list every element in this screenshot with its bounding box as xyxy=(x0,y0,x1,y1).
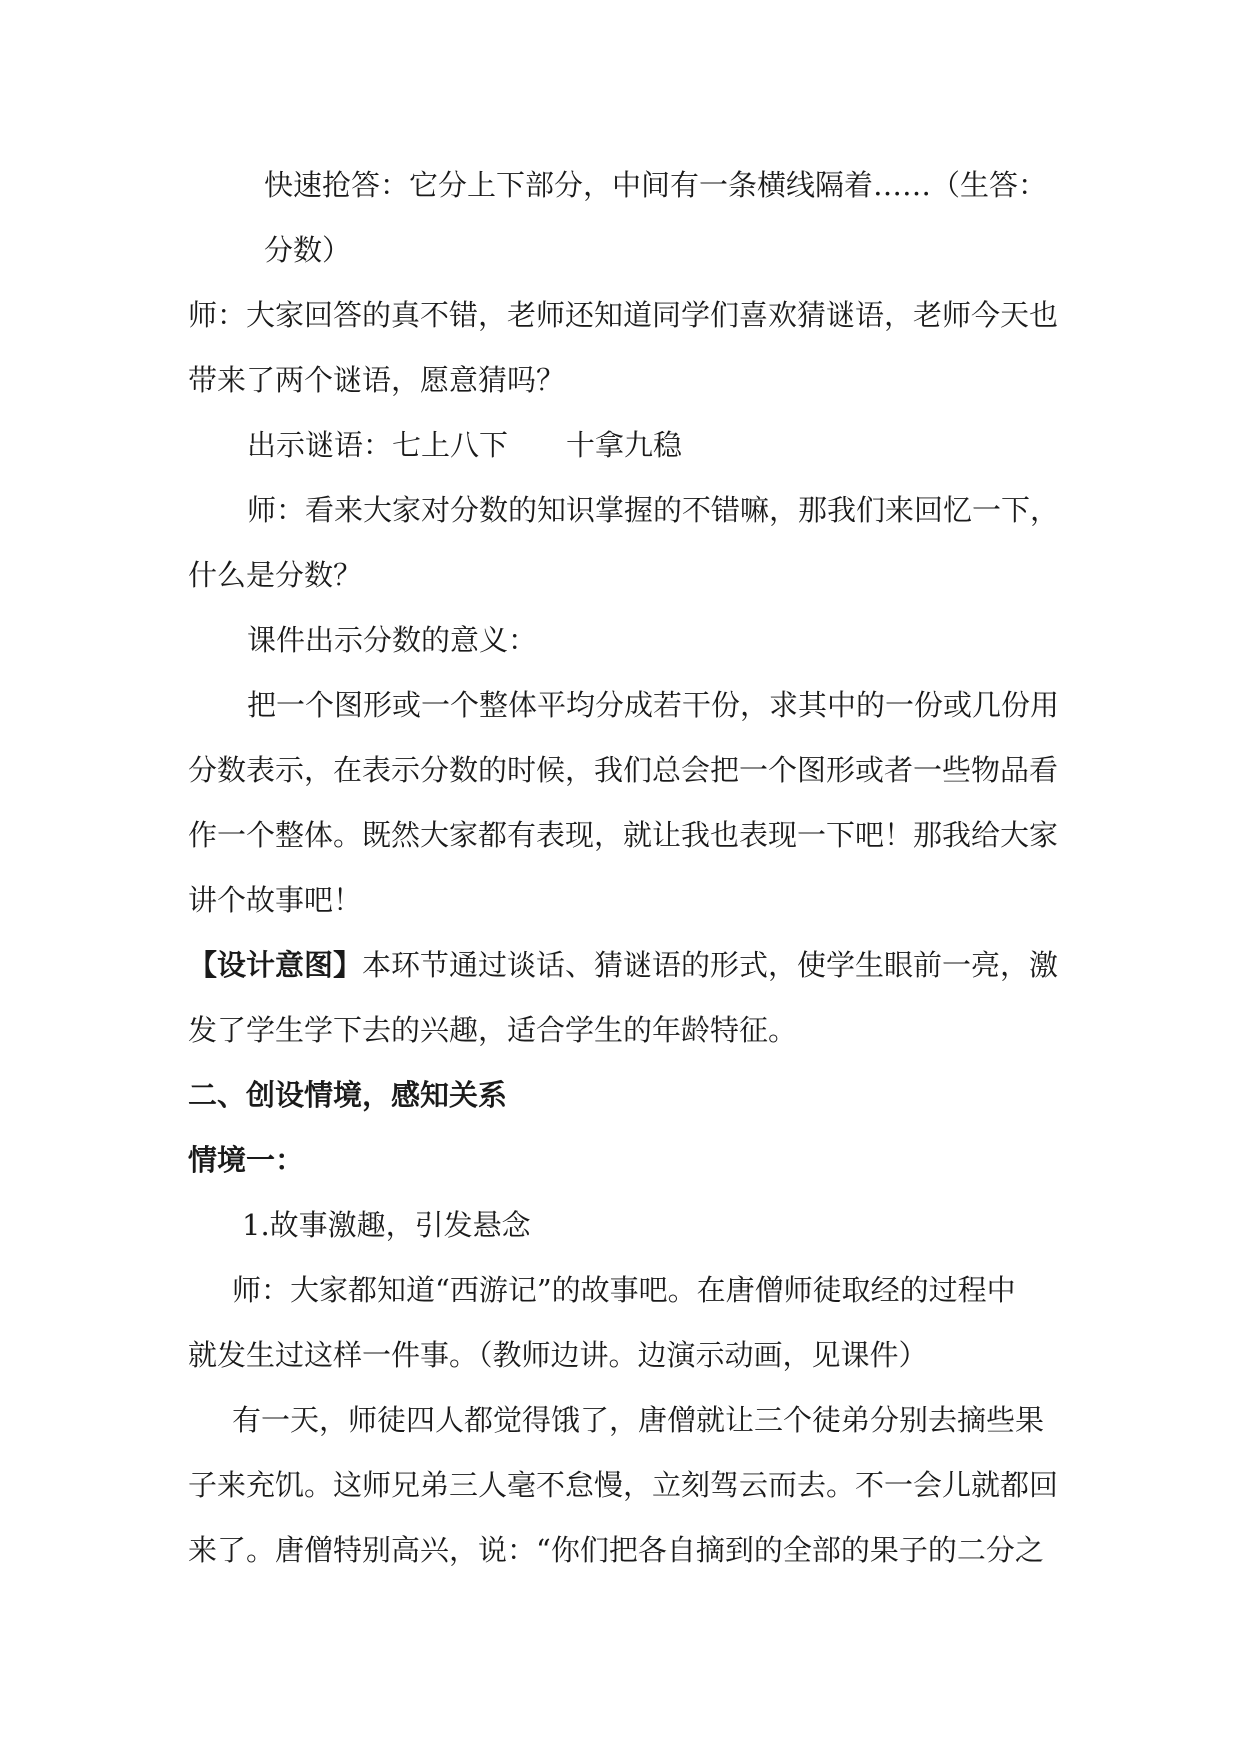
section-heading: 二、创设情境，感知关系 xyxy=(188,1078,508,1112)
paragraph-line: 作一个整体。既然大家都有表现，就让我也表现一下吧！那我给大家 xyxy=(188,818,1059,852)
paragraph-line: 子来充饥。这师兄弟三人毫不怠慢，立刻驾云而去。不一会儿就都回 xyxy=(188,1468,1059,1502)
paragraph-line: 就发生过这样一件事。（教师边讲。边演示动画，见课件） xyxy=(188,1338,928,1372)
paragraph-line: 师：看来大家对分数的知识掌握的不错嘛，那我们来回忆一下， xyxy=(247,493,1060,527)
paragraph-line: 师：大家都知道“西游记”的故事吧。在唐僧师徒取经的过程中 xyxy=(232,1273,1016,1307)
paragraph-line: 分数表示，在表示分数的时候，我们总会把一个图形或者一些物品看 xyxy=(188,753,1059,787)
paragraph-line: 发了学生学下去的兴趣，适合学生的年龄特征。 xyxy=(188,1013,798,1047)
paragraph-line: 分数） xyxy=(264,233,352,267)
design-intent-label: 【设计意图】 xyxy=(188,948,363,982)
design-intent-text: 本环节通过谈话、猜谜语的形式，使学生眼前一亮，激 xyxy=(362,948,1059,982)
subsection-heading: 情境一： xyxy=(188,1143,305,1177)
design-intent-line xyxy=(188,945,1058,985)
paragraph-line: 快速抢答：它分上下部分，中间有一条横线隔着……（生答： xyxy=(264,168,1048,202)
paragraph-line: 师：大家回答的真不错，老师还知道同学们喜欢猜谜语，老师今天也 xyxy=(188,298,1059,332)
paragraph-line: 什么是分数？ xyxy=(188,558,363,592)
paragraph-line: 来了。唐僧特别高兴，说：“你们把各自摘到的全部的果子的二分之 xyxy=(188,1533,1044,1567)
list-item: 1.故事激趣，引发悬念 xyxy=(242,1208,531,1242)
paragraph-line: 有一天，师徒四人都觉得饿了，唐僧就让三个徒弟分别去摘些果 xyxy=(232,1403,1045,1437)
paragraph-line: 出示谜语：七上八下 十拿九稳 xyxy=(247,428,683,462)
paragraph-line: 课件出示分数的意义： xyxy=(247,623,538,657)
paragraph-line: 带来了两个谜语，愿意猜吗？ xyxy=(188,363,566,397)
paragraph-line: 讲个故事吧！ xyxy=(188,883,363,917)
paragraph-line: 把一个图形或一个整体平均分成若干份，求其中的一份或几份用 xyxy=(247,688,1060,722)
